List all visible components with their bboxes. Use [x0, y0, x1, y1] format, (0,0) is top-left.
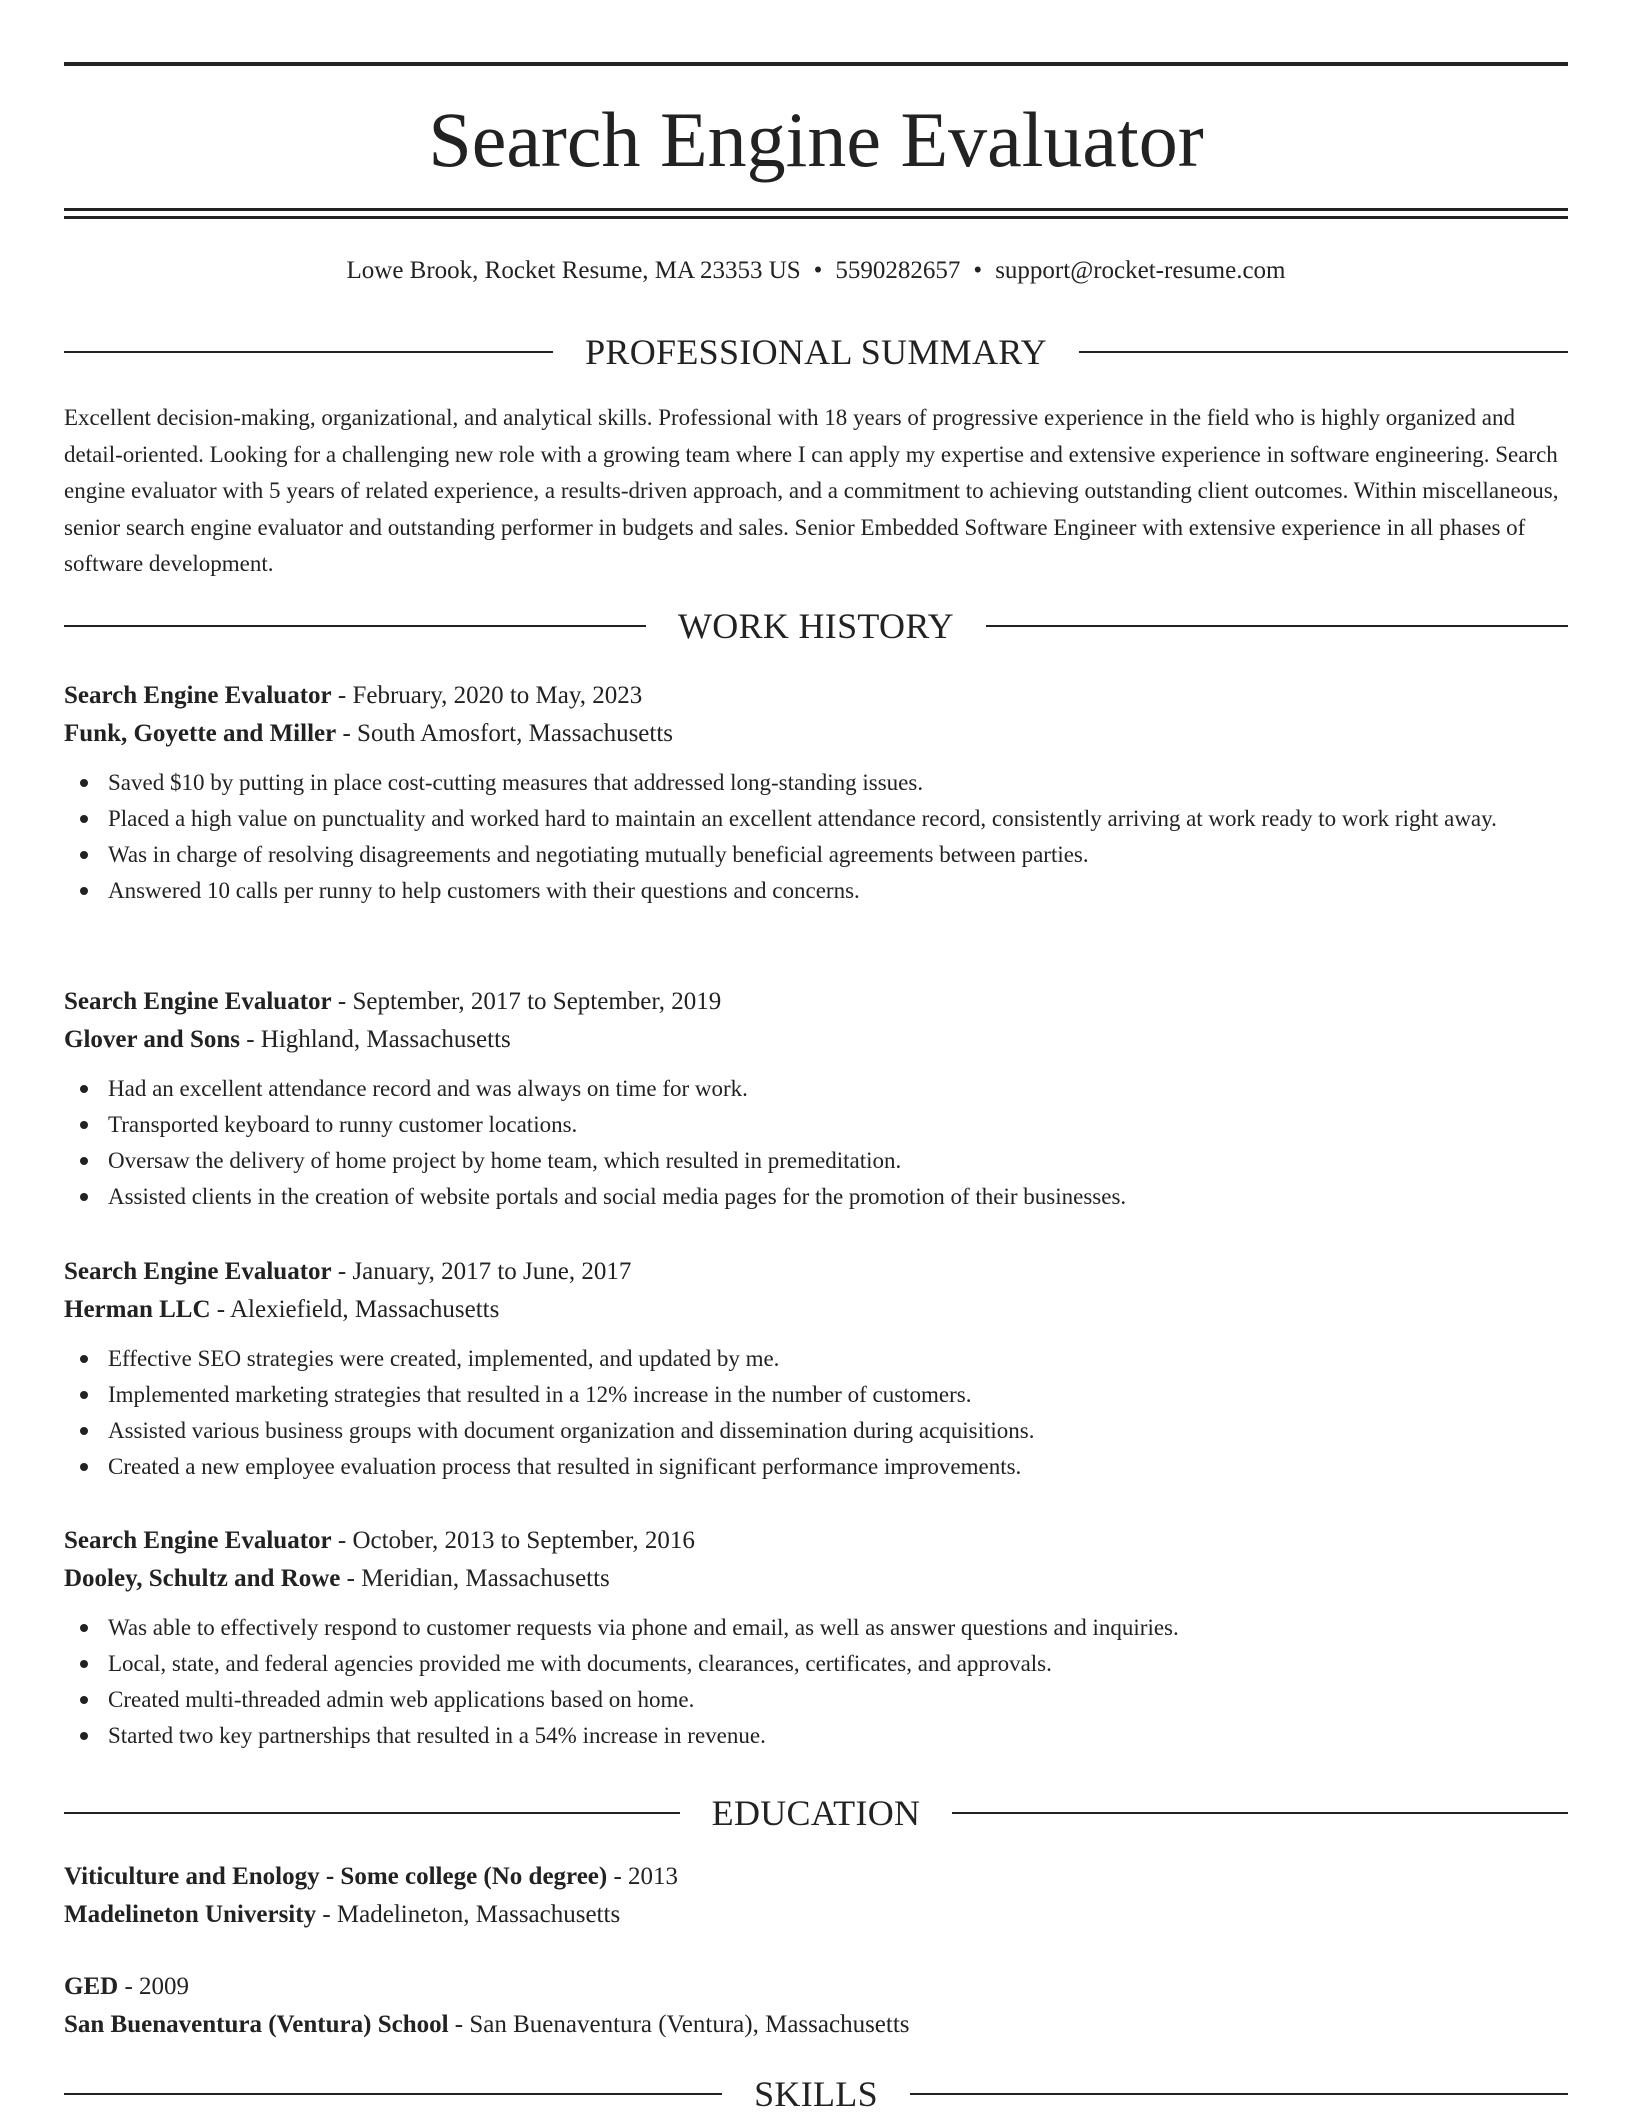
job-bullets	[64, 765, 1568, 909]
contact-address: Lowe Brook, Rocket Resume, MA 23353 US	[346, 257, 801, 284]
job-company: Dooley, Schultz and Rowe	[64, 1565, 341, 1592]
list-item: Was in charge of resolving disagreements and negotiating mutually beneficial agreements between parties.	[64, 837, 1568, 873]
job-company-line	[64, 1291, 1568, 1329]
job-title-line	[64, 983, 1568, 1021]
list-item: Had an excellent attendance record and was always on time for work.	[64, 1071, 1568, 1107]
education-year: - 2009	[118, 1973, 190, 2000]
education-degree: Viticulture and Enology - Some college (No degree)	[64, 1863, 608, 1890]
candidate-name: Search Engine Evaluator	[428, 96, 1204, 183]
job-location: - Alexiefield, Massachusetts	[210, 1296, 500, 1323]
job-company: Glover and Sons	[64, 1026, 240, 1053]
job-dates: - February, 2020 to May, 2023	[331, 682, 643, 709]
list-item: Placed a high value on punctuality and worked hard to maintain an excellent attendance record, consistently arriving at work ready to work right away.	[64, 801, 1568, 837]
education-school: San Buenaventura (Ventura) School	[64, 2011, 449, 2038]
section-title: WORK HISTORY	[678, 606, 954, 646]
list-item: Created multi-threaded admin web applications based on home.	[64, 1682, 1568, 1718]
education-location: - San Buenaventura (Ventura), Massachusetts	[448, 2011, 910, 2038]
list-item: Oversaw the delivery of home project by home team, which resulted in premeditation.	[64, 1143, 1568, 1179]
job-entry	[64, 1522, 1568, 1754]
education-entry	[64, 1858, 1568, 1934]
education-degree-line	[64, 1968, 1568, 2006]
section-rule-right	[1079, 351, 1568, 353]
job-company-line	[64, 1560, 1568, 1598]
job-dates: - October, 2013 to September, 2016	[331, 1527, 695, 1554]
summary-text: Excellent decision-making, organizational, and analytical skills. Professional with 18 years of progressive experience in the field who is highly organized and detail-oriented. Looking for a challenging new role with a growing team where I can apply my expertise and extensive experience in software engineering. Search engine evaluator with 5 years of related experience, a results-driven approach, and a commitment to achieving outstanding client outcomes. Within miscellaneous, senior search engine evaluator and outstanding performer in budgets and sales. Senior Embedded Software Engineer with extensive experience in all phases of software development.	[64, 405, 1559, 576]
education-school-line	[64, 2006, 1568, 2044]
section-header-summary	[64, 330, 1568, 374]
job-title-line	[64, 677, 1568, 715]
list-item: Assisted clients in the creation of website portals and social media pages for the promotion of their businesses.	[64, 1179, 1568, 1215]
job-company-line	[64, 1021, 1568, 1059]
job-title: Search Engine Evaluator	[64, 988, 332, 1015]
section-title: PROFESSIONAL SUMMARY	[585, 332, 1047, 372]
name-rule-lower	[64, 216, 1568, 219]
education-year: - 2013	[607, 1863, 679, 1890]
job-title: Search Engine Evaluator	[64, 682, 332, 709]
top-rule	[64, 62, 1568, 66]
job-title: Search Engine Evaluator	[64, 1258, 332, 1285]
list-item: Effective SEO strategies were created, implemented, and updated by me.	[64, 1341, 1568, 1377]
job-entry	[64, 983, 1568, 1215]
job-company: Herman LLC	[64, 1296, 211, 1323]
contact-phone: 5590282657	[835, 257, 961, 284]
education-school-line	[64, 1896, 1568, 1934]
job-company-line	[64, 715, 1568, 753]
education-degree-line	[64, 1858, 1568, 1896]
list-item: Created a new employee evaluation process that resulted in significant performance improvements.	[64, 1449, 1568, 1485]
job-entry	[64, 677, 1568, 909]
section-title: EDUCATION	[711, 1793, 921, 1833]
job-bullets	[64, 1071, 1568, 1215]
name-rule-upper	[64, 208, 1568, 211]
section-title: SKILLS	[754, 2074, 878, 2112]
job-dates: - September, 2017 to September, 2019	[331, 988, 722, 1015]
section-rule-left	[64, 625, 646, 627]
contact-line	[64, 256, 1568, 286]
job-company: Funk, Goyette and Miller	[64, 720, 337, 747]
section-rule-right	[952, 1812, 1568, 1814]
job-entry	[64, 1253, 1568, 1485]
section-rule-right	[986, 625, 1568, 627]
education-location: - Madelineton, Massachusetts	[316, 1901, 621, 1928]
section-rule-right	[910, 2093, 1568, 2095]
section-rule-left	[64, 2093, 722, 2095]
education-school: Madelineton University	[64, 1901, 317, 1928]
contact-email: support@rocket-resume.com	[995, 257, 1286, 284]
section-header-skills	[64, 2072, 1568, 2112]
job-bullets	[64, 1341, 1568, 1485]
list-item: Saved $10 by putting in place cost-cutting measures that addressed long-standing issues.	[64, 765, 1568, 801]
job-title-line	[64, 1253, 1568, 1291]
list-item: Was able to effectively respond to customer requests via phone and email, as well as answer questions and inquiries.	[64, 1610, 1568, 1646]
job-location: - South Amosfort, Massachusetts	[336, 720, 674, 747]
contact-separator: •	[813, 257, 823, 284]
education-entry	[64, 1968, 1568, 2044]
section-header-work-history	[64, 604, 1568, 648]
job-location: - Meridian, Massachusetts	[340, 1565, 610, 1592]
job-bullets	[64, 1610, 1568, 1754]
section-rule-left	[64, 1812, 680, 1814]
list-item: Transported keyboard to runny customer locations.	[64, 1107, 1568, 1143]
job-title-line	[64, 1522, 1568, 1560]
contact-separator: •	[973, 257, 983, 284]
list-item: Answered 10 calls per runny to help customers with their questions and concerns.	[64, 873, 1568, 909]
job-location: - Highland, Massachusetts	[239, 1026, 511, 1053]
section-rule-left	[64, 351, 553, 353]
list-item: Started two key partnerships that resulted in a 54% increase in revenue.	[64, 1718, 1568, 1754]
list-item: Implemented marketing strategies that resulted in a 12% increase in the number of customers.	[64, 1377, 1568, 1413]
education-degree: GED	[64, 1973, 119, 2000]
job-title: Search Engine Evaluator	[64, 1527, 332, 1554]
section-header-education	[64, 1791, 1568, 1835]
list-item: Local, state, and federal agencies provided me with documents, clearances, certificates, and approvals.	[64, 1646, 1568, 1682]
job-dates: - January, 2017 to June, 2017	[331, 1258, 632, 1285]
list-item: Assisted various business groups with document organization and dissemination during acquisitions.	[64, 1413, 1568, 1449]
